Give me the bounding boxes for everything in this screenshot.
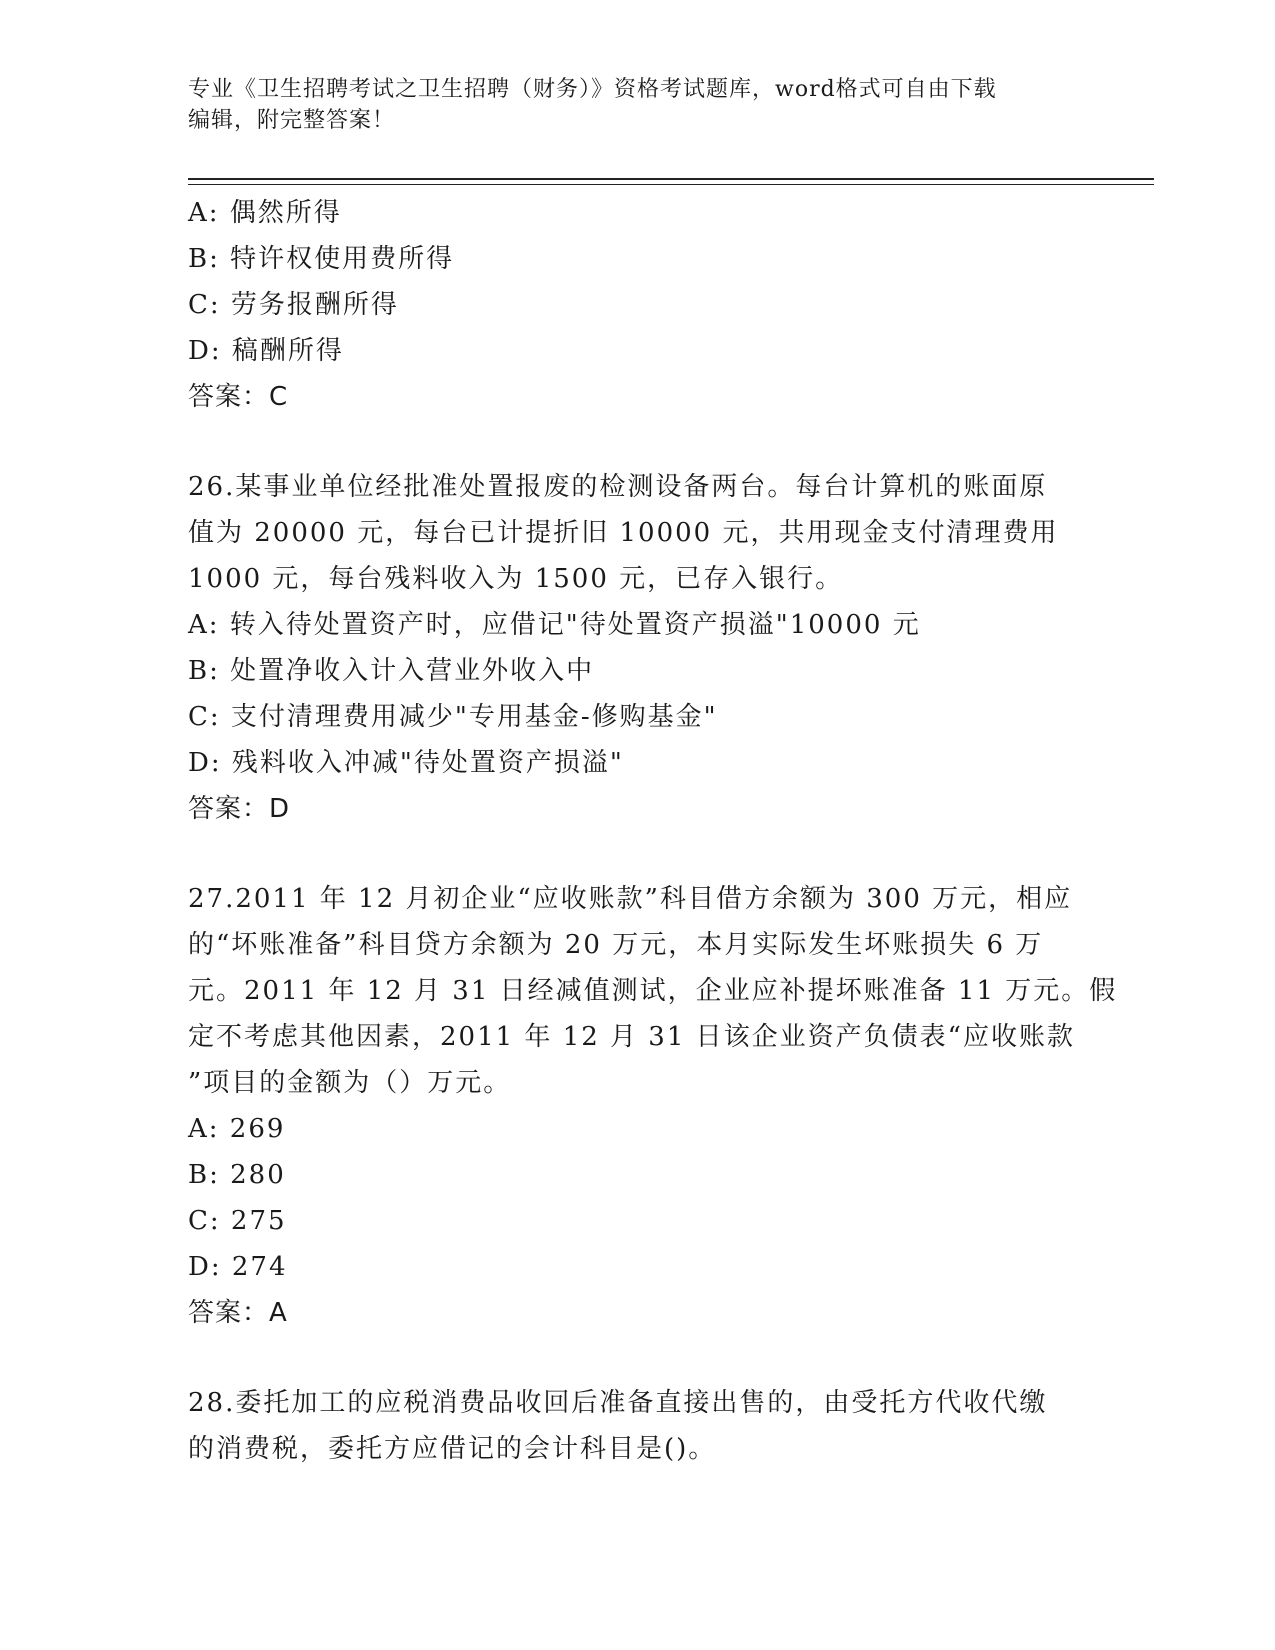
spacer [188, 420, 1088, 464]
question-27-answer: 答案：A [188, 1298, 288, 1328]
stem-line: 值为 20000 元，每台已计提折旧 10000 元，共用现金支付清理费用 [188, 518, 1059, 548]
question-26-answer: 答案：D [188, 794, 291, 824]
stem-line: 的消费税，委托方应借记的会计科目是()。 [188, 1434, 717, 1464]
option-a: A: 转入待处置资产时，应借记"待处置资产损溢"10000 元 [188, 610, 921, 640]
stem-line: 26.某事业单位经批准处置报废的检测设备两台。每台计算机的账面原 [188, 472, 1048, 502]
stem-line: 定不考虑其他因素，2011 年 12 月 31 日该企业资产负债表“应收账款 [188, 1022, 1075, 1052]
option-d: D: 残料收入冲减"待处置资产损溢" [188, 748, 624, 778]
option-a: A: 偶然所得 [188, 198, 342, 228]
spacer [188, 832, 1088, 876]
stem-line: 28.委托加工的应税消费品收回后准备直接出售的，由受托方代收代缴 [188, 1388, 1048, 1418]
header-line-2: 编辑，附完整答案！ [188, 108, 396, 133]
option-c: C: 支付清理费用减少"专用基金-修购基金" [188, 702, 718, 732]
option-c: C: 275 [188, 1206, 287, 1236]
header-line-1: 专业《卫生招聘考试之卫生招聘（财务）》资格考试题库，word格式可自由下载 [188, 77, 997, 102]
question-25-answer: 答案：C [188, 382, 289, 412]
option-d: D: 稿酬所得 [188, 336, 344, 366]
stem-line: 1000 元，每台残料收入为 1500 元，已存入银行。 [188, 564, 844, 594]
document-header [188, 74, 1068, 136]
option-b: B: 处置净收入计入营业外收入中 [188, 656, 595, 686]
option-a: A: 269 [188, 1114, 286, 1144]
question-28-stem [188, 1380, 1088, 1472]
stem-line: 的“坏账准备”科目贷方余额为 20 万元，本月实际发生坏账损失 6 万 [188, 930, 1044, 960]
header-rule-thin [188, 184, 1154, 185]
spacer [188, 1336, 1088, 1380]
stem-line: 27.2011 年 12 月初企业“应收账款”科目借方余额为 300 万元，相应 [188, 884, 1073, 914]
question-26-options [188, 602, 1088, 786]
question-25-options [188, 190, 1088, 374]
stem-line: 元。2011 年 12 月 31 日经减值测试，企业应补提坏账准备 11 万元。假 [188, 976, 1118, 1006]
question-content [188, 190, 1118, 1472]
option-c: C: 劳务报酬所得 [188, 290, 399, 320]
option-b: B: 特许权使用费所得 [188, 244, 455, 274]
option-d: D: 274 [188, 1252, 288, 1282]
option-b: B: 280 [188, 1160, 286, 1190]
stem-line: ”项目的金额为（）万元。 [188, 1068, 512, 1098]
question-27-options [188, 1106, 1088, 1290]
question-27-stem [188, 876, 1118, 1106]
question-26-stem [188, 464, 1088, 602]
header-rule-thick [188, 178, 1154, 180]
